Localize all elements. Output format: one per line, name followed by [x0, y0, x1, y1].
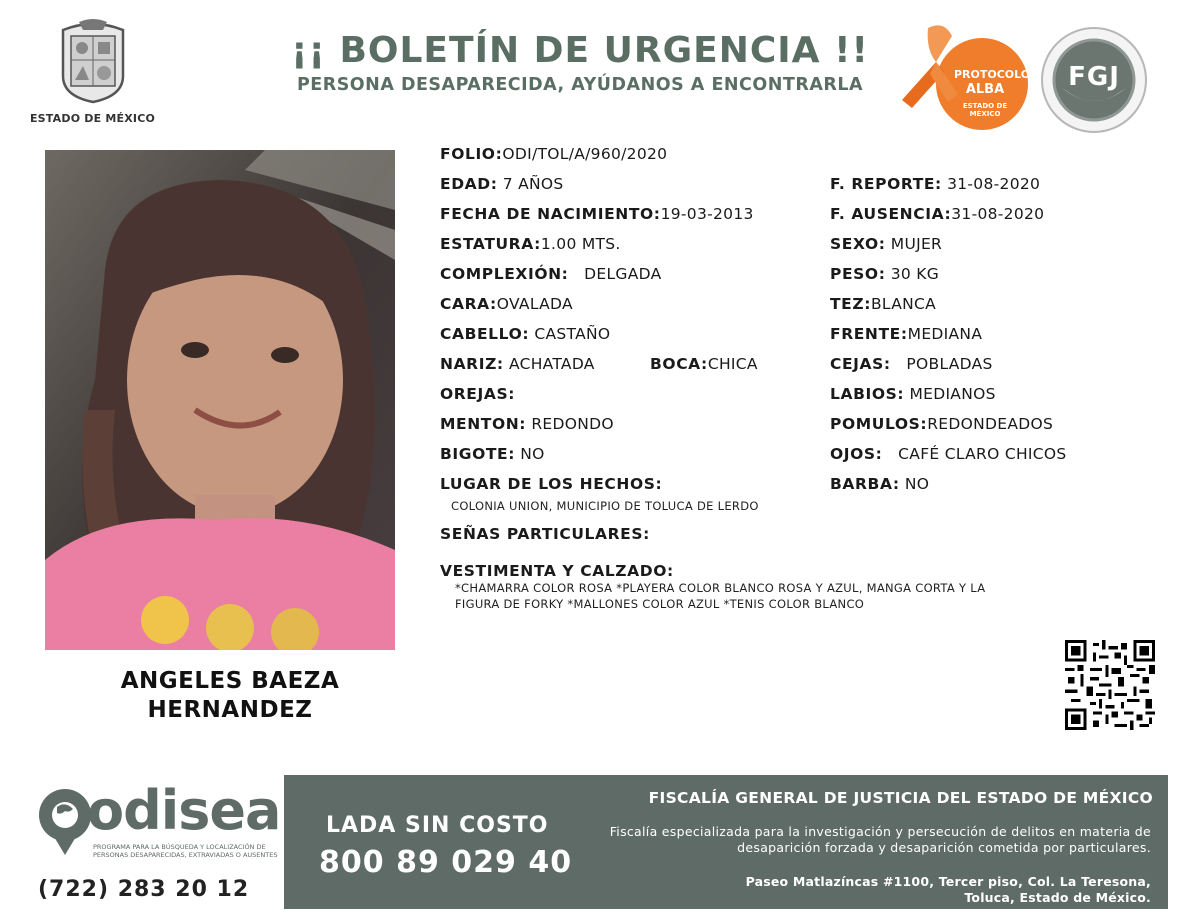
- boca-value: CHICA: [707, 355, 758, 373]
- field-fecha-nacimiento: [440, 205, 754, 223]
- qr-code-icon[interactable]: [1065, 640, 1155, 730]
- person-name-line-2: HERNANDEZ: [147, 697, 313, 723]
- boca-label: BOCA:: [650, 355, 708, 373]
- person-name: [80, 667, 380, 725]
- odisea-program-text: PROGRAMA PARA LA BÚSQUEDA Y LOCALIZACIÓN DE PERSONAS DESAPARECIDAS, EXTRAVIADAS O AUSENTES: [93, 843, 278, 859]
- vestimenta-line-1: *CHAMARRA COLOR ROSA *PLAYERA COLOR BLANCO ROSA Y AZUL, MANGA CORTA Y LA: [455, 581, 986, 595]
- sexo-value: MUJER: [890, 235, 943, 253]
- field-frente: [830, 325, 982, 343]
- peso-value: 30 KG: [890, 265, 940, 283]
- vestimenta-value: [455, 580, 985, 612]
- folio-label: FOLIO:: [440, 145, 503, 163]
- menton-label: MENTON:: [440, 415, 527, 433]
- bulletin-subtitle: PERSONA DESAPARECIDA, AYÚDANOS A ENCONTRARLA: [296, 75, 864, 95]
- field-cejas: [830, 355, 993, 373]
- cejas-label: CEJAS:: [830, 355, 891, 373]
- cejas-value: POBLADAS: [906, 355, 993, 373]
- address-line-1: Paseo Matlazíncas #1100, Tercer piso, Col. La Teresona,: [745, 874, 1151, 889]
- estado-de-mexico-logo: [20, 18, 165, 125]
- peso-label: PESO:: [830, 265, 886, 283]
- field-f-reporte: [830, 175, 1040, 193]
- tez-label: TEZ:: [830, 295, 871, 313]
- estatura-label: ESTATURA:: [440, 235, 541, 253]
- frente-value: MEDIANA: [907, 325, 983, 343]
- edad-value: 7 AÑOS: [502, 175, 564, 193]
- field-pomulos: [830, 415, 1053, 433]
- cabello-label: CABELLO:: [440, 325, 530, 343]
- cabello-value: CASTAÑO: [534, 325, 611, 343]
- fgj-text: FGJ: [1068, 62, 1120, 92]
- bulletin-title: ¡¡ BOLETÍN DE URGENCIA !!: [291, 30, 869, 71]
- pomulos-label: POMULOS:: [830, 415, 928, 433]
- field-folio: [440, 145, 667, 163]
- barba-label: BARBA:: [830, 475, 900, 493]
- field-lugar-hechos: [440, 475, 662, 493]
- missing-person-photo: [45, 150, 395, 650]
- field-cara: [440, 295, 573, 313]
- fiscalia-address: [591, 874, 1151, 906]
- lada-label: LADA SIN COSTO: [326, 813, 549, 838]
- field-edad: [440, 175, 564, 193]
- alba-text-3: ESTADO DE MÉXICO: [962, 102, 1008, 118]
- sexo-label: SEXO:: [830, 235, 886, 253]
- alba-text-2: ALBA: [965, 82, 1005, 97]
- senas-label: SEÑAS PARTICULARES:: [440, 525, 650, 543]
- field-nariz: [440, 355, 595, 373]
- f-reporte-label: F. REPORTE:: [830, 175, 942, 193]
- coat-of-arms-icon: [53, 18, 133, 104]
- fgj-logo: [1040, 26, 1148, 134]
- vestimenta-label: VESTIMENTA Y CALZADO:: [440, 562, 674, 580]
- folio-value: ODI/TOL/A/960/2020: [502, 145, 668, 163]
- field-menton: [440, 415, 614, 433]
- field-estatura: [440, 235, 621, 253]
- labios-value: MEDIANOS: [909, 385, 996, 403]
- alba-text-1: PROTOCOLO: [954, 68, 1031, 81]
- person-name-line-1: ANGELES BAEZA: [120, 668, 340, 694]
- complexion-value: DELGADA: [584, 265, 662, 283]
- pomulos-value: REDONDEADOS: [927, 415, 1054, 433]
- fecha-nacimiento-value: 19-03-2013: [660, 205, 754, 223]
- ojos-label: OJOS:: [830, 445, 883, 463]
- field-f-ausencia: [830, 205, 1044, 223]
- field-vestimenta: [440, 562, 674, 580]
- field-bigote: [440, 445, 545, 463]
- f-ausencia-value: 31-08-2020: [951, 205, 1045, 223]
- field-boca: [650, 355, 758, 373]
- map-pin-icon: [35, 787, 95, 857]
- nariz-value: ACHATADA: [508, 355, 595, 373]
- nariz-label: NARIZ:: [440, 355, 504, 373]
- bigote-label: BIGOTE:: [440, 445, 516, 463]
- field-cabello: [440, 325, 610, 343]
- lugar-hechos-label: LUGAR DE LOS HECHOS:: [440, 475, 663, 493]
- toll-free-number[interactable]: 800 89 029 40: [319, 845, 573, 880]
- odisea-wordmark: odisea: [87, 779, 281, 842]
- field-complexion: [440, 265, 662, 283]
- frente-label: FRENTE:: [830, 325, 908, 343]
- field-sexo: [830, 235, 942, 253]
- field-ojos: [830, 445, 1067, 463]
- state-label: ESTADO DE MÉXICO: [29, 112, 156, 125]
- tez-value: BLANCA: [871, 295, 937, 313]
- portrait-image: [45, 150, 395, 650]
- bigote-value: NO: [520, 445, 545, 463]
- ojos-value: CAFÉ CLARO CHICOS: [898, 445, 1067, 463]
- fiscalia-title: FISCALÍA GENERAL DE JUSTICIA DEL ESTADO DE MÉXICO: [648, 789, 1153, 807]
- estatura-value: 1.00 MTS.: [540, 235, 621, 253]
- fecha-nacimiento-label: FECHA DE NACIMIENTO:: [440, 205, 661, 223]
- f-ausencia-label: F. AUSENCIA:: [830, 205, 952, 223]
- menton-value: REDONDO: [531, 415, 614, 433]
- protocolo-alba-logo: [900, 22, 1030, 134]
- labios-label: LABIOS:: [830, 385, 905, 403]
- field-tez: [830, 295, 936, 313]
- contact-band: [284, 775, 1168, 909]
- vestimenta-line-2: FIGURA DE FORKY *MALLONES COLOR AZUL *TENIS COLOR BLANCO: [455, 597, 865, 611]
- cara-label: CARA:: [440, 295, 497, 313]
- cara-value: OVALADA: [496, 295, 573, 313]
- orejas-label: OREJAS:: [440, 385, 516, 403]
- field-labios: [830, 385, 996, 403]
- field-orejas: [440, 385, 515, 403]
- edad-label: EDAD:: [440, 175, 498, 193]
- field-senas: [440, 525, 650, 543]
- complexion-label: COMPLEXIÓN:: [440, 265, 569, 283]
- field-peso: [830, 265, 939, 283]
- barba-value: NO: [904, 475, 930, 493]
- f-reporte-value: 31-08-2020: [947, 175, 1041, 193]
- local-phone-number[interactable]: (722) 283 20 12: [38, 877, 250, 902]
- field-barba: [830, 475, 929, 493]
- address-line-2: Toluca, Estado de México.: [964, 890, 1151, 905]
- fiscalia-description: Fiscalía especializada para la investigación y persecución de delitos en materia de desaparición forzada y desaparición cometida por particulares.: [609, 824, 1151, 855]
- lugar-hechos-value: COLONIA UNION, MUNICIPIO DE TOLUCA DE LERDO: [451, 499, 759, 513]
